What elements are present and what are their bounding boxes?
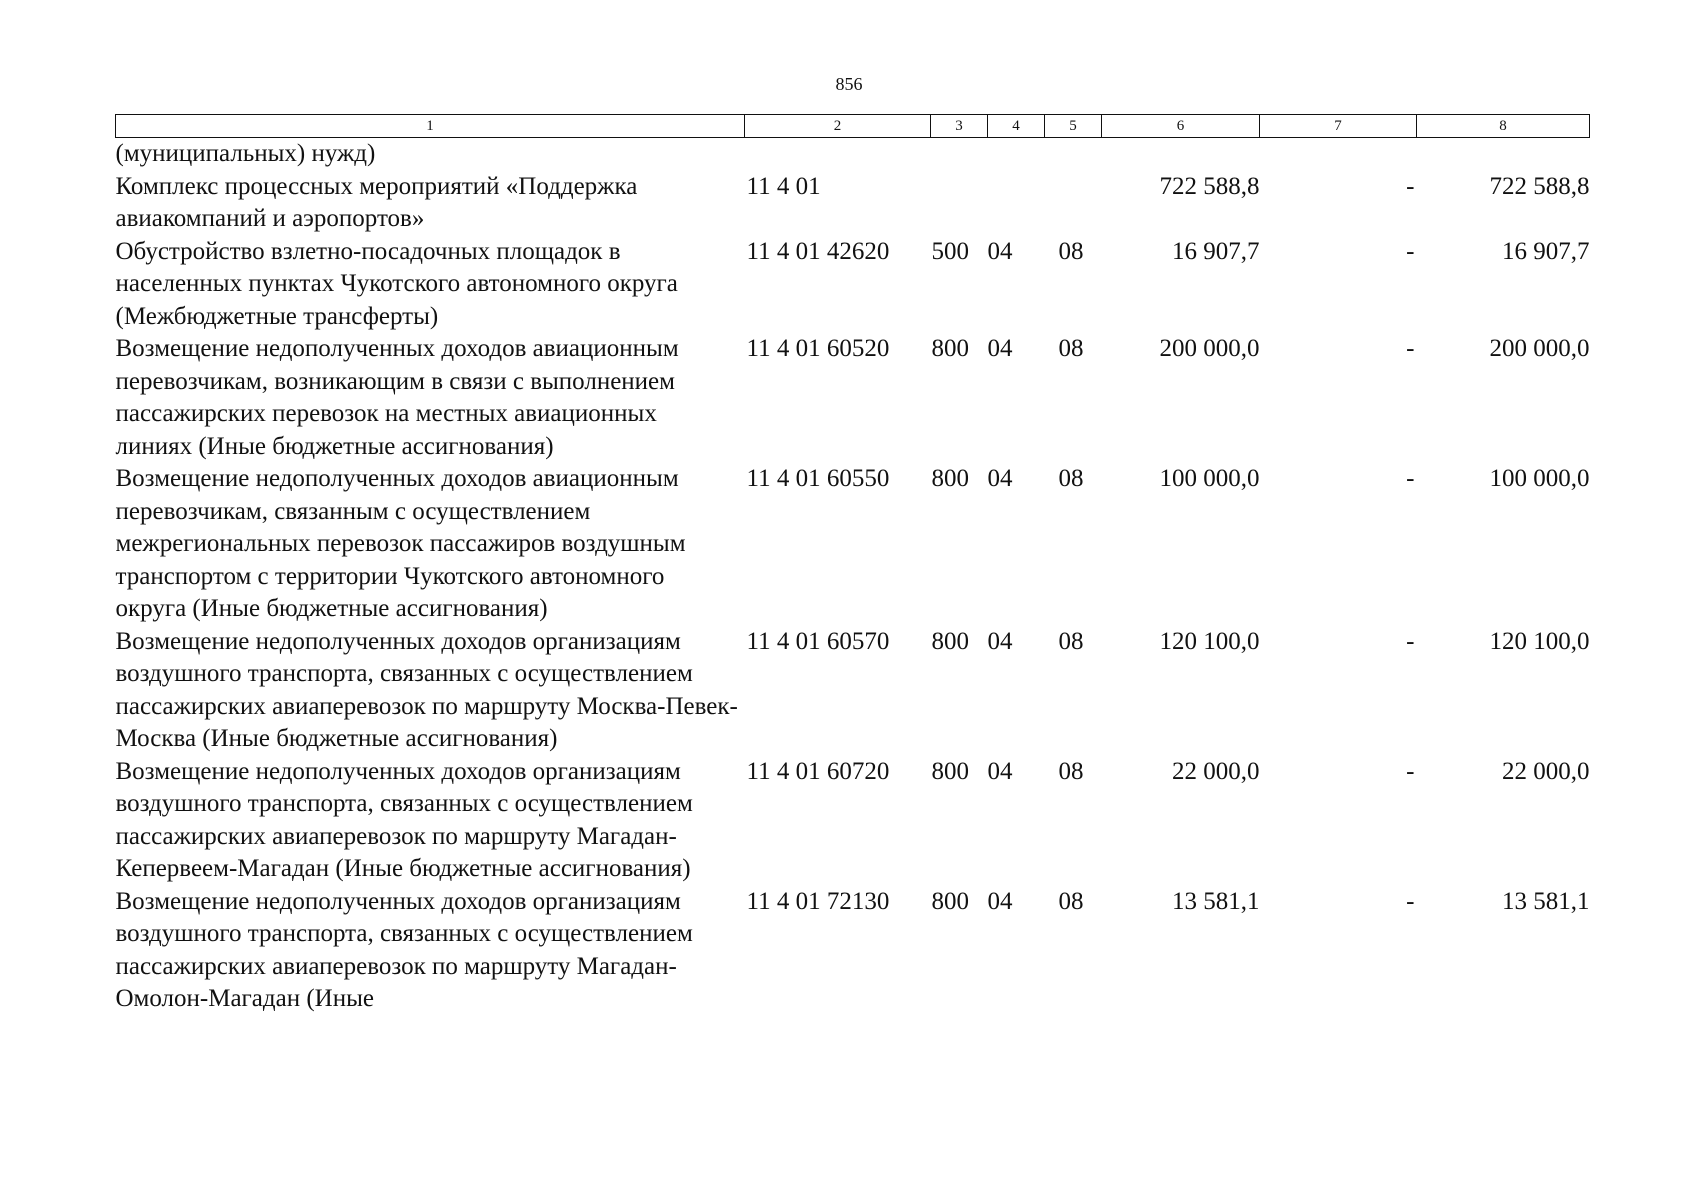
- row-col-4: 04: [987, 627, 1013, 655]
- table-row: [116, 333, 1590, 463]
- row-col-3: 800: [931, 335, 969, 362]
- row-col-5: 08: [1058, 887, 1084, 915]
- table-row: [116, 171, 1590, 236]
- table-header: [116, 115, 1590, 138]
- table-row: [116, 236, 1590, 334]
- row-col-4: [988, 171, 1045, 236]
- row-col-7: -: [1406, 335, 1415, 362]
- row-code: 11 4 01 60570: [746, 627, 890, 655]
- row-col-5: 08: [1058, 335, 1084, 362]
- row-col-8: 200 000,0: [1489, 335, 1590, 362]
- row-col-8: 22 000,0: [1502, 757, 1590, 785]
- row-col-3: 800: [931, 757, 969, 785]
- row-col-6: 100 000,0: [1159, 465, 1260, 492]
- header-col-6: 6: [1102, 115, 1260, 138]
- table-row: [116, 138, 1590, 171]
- table-body: [116, 138, 1590, 1016]
- header-row: [116, 115, 1590, 138]
- table-row: [116, 463, 1590, 626]
- row-code: 11 4 01 60550: [746, 465, 890, 492]
- row-name: Возмещение недополученных доходов организациям воздушного транспорта, связанных с осуществлением пассажирских авиаперевозок по маршруту Магадан-Кепервеем-Магадан (Иные бюджетные ассигнования): [115, 757, 693, 882]
- row-col-8: 722 588,8: [1489, 172, 1590, 200]
- row-col-3: 500: [931, 237, 969, 265]
- row-col-6: 120 100,0: [1159, 627, 1260, 655]
- row-name: Комплекс процессных мероприятий «Поддержка авиакомпаний и аэропортов»: [115, 172, 638, 232]
- row-col-4: 04: [987, 465, 1013, 492]
- row-col-6: [1102, 138, 1260, 171]
- row-col-5: 08: [1058, 627, 1084, 655]
- row-col-3: 800: [931, 887, 969, 915]
- row-col-6: 13 581,1: [1172, 887, 1260, 915]
- row-col-4: 04: [987, 887, 1013, 915]
- budget-table: [115, 114, 1590, 1016]
- row-col-8: 13 581,1: [1502, 887, 1590, 915]
- row-col-5: 08: [1058, 757, 1084, 785]
- row-col-3: [931, 138, 988, 171]
- row-code: 11 4 01 60720: [746, 757, 890, 785]
- header-col-7: 7: [1260, 115, 1417, 138]
- row-col-8: 16 907,7: [1502, 237, 1590, 265]
- header-col-1: 1: [116, 115, 745, 138]
- row-col-7: -: [1406, 887, 1415, 915]
- row-col-3: 800: [931, 627, 969, 655]
- row-code: 11 4 01 72130: [746, 887, 890, 915]
- row-code: 11 4 01: [746, 172, 821, 200]
- row-name: Возмещение недополученных доходов организациям воздушного транспорта, связанных с осуществлением пассажирских авиаперевозок по маршруту Москва-Певек-Москва (Иные бюджетные ассигнования): [115, 627, 738, 752]
- header-col-4: 4: [988, 115, 1045, 138]
- row-col-8: 120 100,0: [1489, 627, 1590, 655]
- row-col-7: [1260, 138, 1417, 171]
- row-col-6: 22 000,0: [1172, 757, 1260, 785]
- row-col-5: [1045, 138, 1102, 171]
- row-col-7: -: [1406, 465, 1415, 492]
- table-row: [116, 626, 1590, 756]
- row-name: Обустройство взлетно-посадочных площадок в населенных пунктах Чукотского автономного округа (Межбюджетные трансферты): [115, 237, 678, 330]
- row-col-6: 16 907,7: [1172, 237, 1260, 265]
- row-col-7: -: [1406, 627, 1415, 655]
- row-col-4: 04: [987, 335, 1013, 362]
- row-col-8: 100 000,0: [1489, 465, 1590, 492]
- row-col-5: 08: [1058, 237, 1084, 265]
- row-code: 11 4 01 42620: [746, 237, 890, 265]
- row-name: Возмещение недополученных доходов авиационным перевозчикам, возникающим в связи с выполнением пассажирских перевозок на местных авиационных линиях (Иные бюджетные ассигнования): [115, 335, 679, 460]
- header-col-8: 8: [1417, 115, 1590, 138]
- row-col-5: 08: [1058, 465, 1084, 492]
- row-name: Возмещение недополученных доходов организациям воздушного транспорта, связанных с осуществлением пассажирских авиаперевозок по маршруту Магадан-Омолон-Магадан (Иные: [115, 887, 693, 1012]
- row-col-6: 722 588,8: [1159, 172, 1260, 200]
- row-name: Возмещение недополученных доходов авиационным перевозчикам, связанным с осуществлением межрегиональных перевозок пассажиров воздушным транспортом с территории Чукотского автономного округа (Иные бюджетные ассигнования): [115, 465, 686, 622]
- row-col-7: -: [1406, 237, 1415, 265]
- table-row: [116, 886, 1590, 1016]
- row-col-8: [1417, 138, 1590, 171]
- row-col-7: -: [1406, 757, 1415, 785]
- header-col-5: 5: [1045, 115, 1102, 138]
- row-col-4: 04: [987, 757, 1013, 785]
- row-col-4: [988, 138, 1045, 171]
- row-col-4: 04: [987, 237, 1013, 265]
- row-col-7: -: [1406, 172, 1415, 200]
- page-number: 856: [835, 74, 863, 94]
- row-col-3: 800: [931, 465, 969, 492]
- row-col-3: [931, 171, 988, 236]
- row-code: [745, 138, 931, 171]
- row-name: (муниципальных) нужд): [115, 140, 376, 167]
- header-col-2: 2: [745, 115, 931, 138]
- table-row: [116, 756, 1590, 886]
- row-col-6: 200 000,0: [1159, 335, 1260, 362]
- row-col-5: [1045, 171, 1102, 236]
- header-col-3: 3: [931, 115, 988, 138]
- row-code: 11 4 01 60520: [746, 335, 890, 362]
